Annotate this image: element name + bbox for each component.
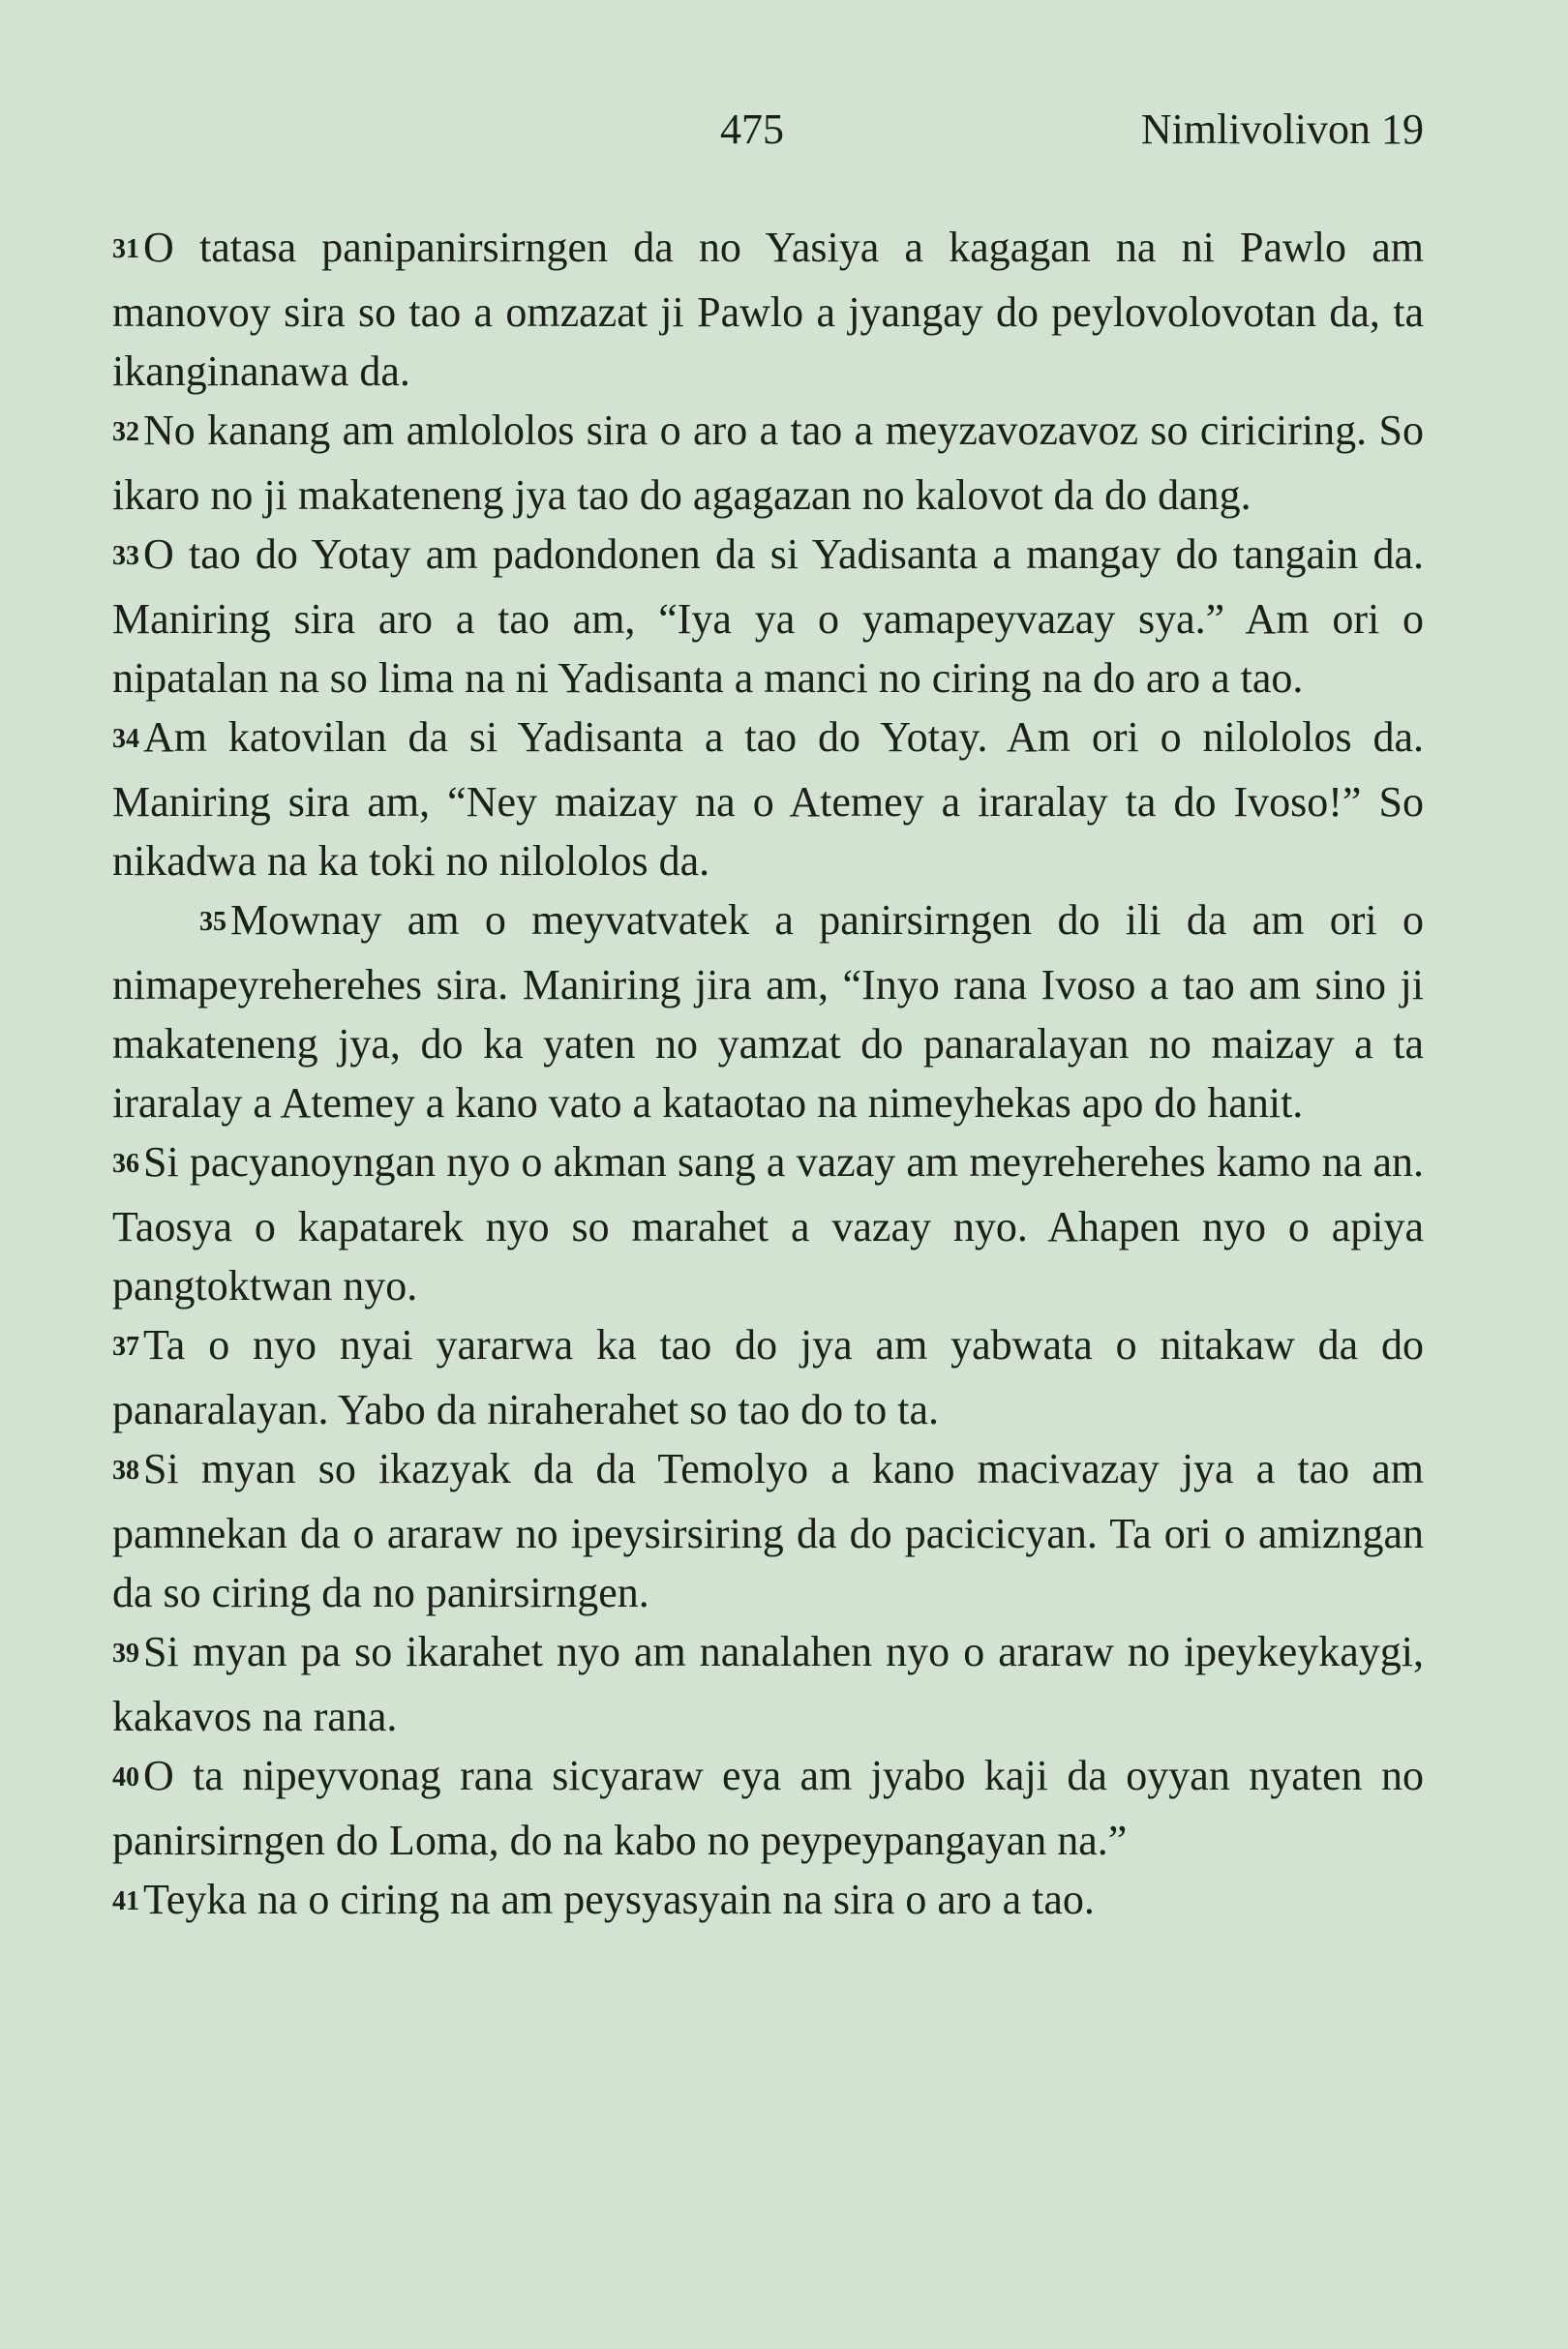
verse-number: 34 [112,724,139,754]
verse-number: 36 [112,1149,139,1179]
page-number: 475 [720,105,784,153]
verse [112,401,1424,525]
verse-number: 38 [112,1456,139,1486]
verse [112,890,1424,1132]
verse [112,1622,1424,1746]
verse [112,1132,1424,1315]
verse-text: O tao do Yotay am padondonen da si Yadisanta a mangay do tangain da. Maniring sira aro a tao am, “Iya ya o yamapeyvazay sya.” Am ori o nipatalan na so lima na ni Yadisanta a manci no ciring na do aro a tao. [112,530,1424,702]
verse [112,708,1424,890]
verse-number: 33 [112,541,139,571]
verse-text: Mownay am o meyvatvatek a panirsirngen do ili da am ori o nimapeyreherehes sira. Maniring jira am, “Inyo rana Ivoso a tao am sino ji makateneng jya, do ka yaten no yamzat do panaralayan no maizay a ta iraralay a Atemey a kano vato a kataotao na nimeyhekas apo do hanit. [112,896,1424,1127]
verse-text: Si pacyanoyngan nyo o akman sang a vazay am meyreherehes kamo na an. Taosya o kapatarek nyo so marahet a vazay nyo. Ahapen nyo o apiya pangtoktwan nyo. [112,1138,1424,1310]
verse-text: O tatasa panipanirsirngen da no Yasiya a kagagan na ni Pawlo am manovoy sira so tao a omzazat ji Pawlo a jyangay do peylovolovotan da, ta ikanginanawa da. [112,224,1424,395]
verse-text: Si myan pa so ikarahet nyo am nanalahen nyo o araraw no ipeykeykaygi, kakavos na rana. [112,1628,1424,1740]
verse-text: Am katovilan da si Yadisanta a tao do Yotay. Am ori o nilololos da. Maniring sira am, “Ney maizay na o Atemey a iraralay ta do Ivoso!” So nikadwa na ka toki no nilololos da. [112,713,1424,885]
verse [112,1746,1424,1870]
verse-number: 32 [112,417,139,447]
verse [112,1315,1424,1439]
verse-number: 35 [199,907,226,937]
verse-text: Si myan so ikazyak da da Temolyo a kano macivazay jya a tao am pamnekan da o araraw no ipeysirsiring da do pacicicyan. Ta ori o amizngan da so ciring da no panirsirngen. [112,1445,1424,1616]
verse-text: O ta nipeyvonag rana sicyaraw eya am jyabo kaji da oyyan nyaten no panirsirngen do Loma, do na kabo no peypeypangayan na.” [112,1752,1424,1864]
verse [112,218,1424,401]
running-title: Nimlivolivon 19 [1140,105,1424,153]
verse [112,1870,1424,1935]
verse [112,1439,1424,1622]
verse-number: 40 [112,1762,139,1792]
verse-text: Teyka na o ciring na am peysyasyain na sira o aro a tao. [143,1876,1095,1923]
verse [112,525,1424,708]
verse-number: 31 [112,234,139,264]
verse-number: 41 [112,1886,139,1916]
verse-number: 37 [112,1332,139,1362]
page-header [112,105,1424,163]
verse-text: Ta o nyo nyai yararwa ka tao do jya am yabwata o nitakaw da do panaralayan. Yabo da niraherahet so tao do to ta. [112,1321,1424,1433]
verse-text: No kanang am amlololos sira o aro a tao a meyzavozavoz so ciriciring. So ikaro no ji makateneng jya tao do agagazan no kalovot da do dang. [112,407,1424,519]
verse-number: 39 [112,1639,139,1669]
body-text [112,218,1424,1935]
